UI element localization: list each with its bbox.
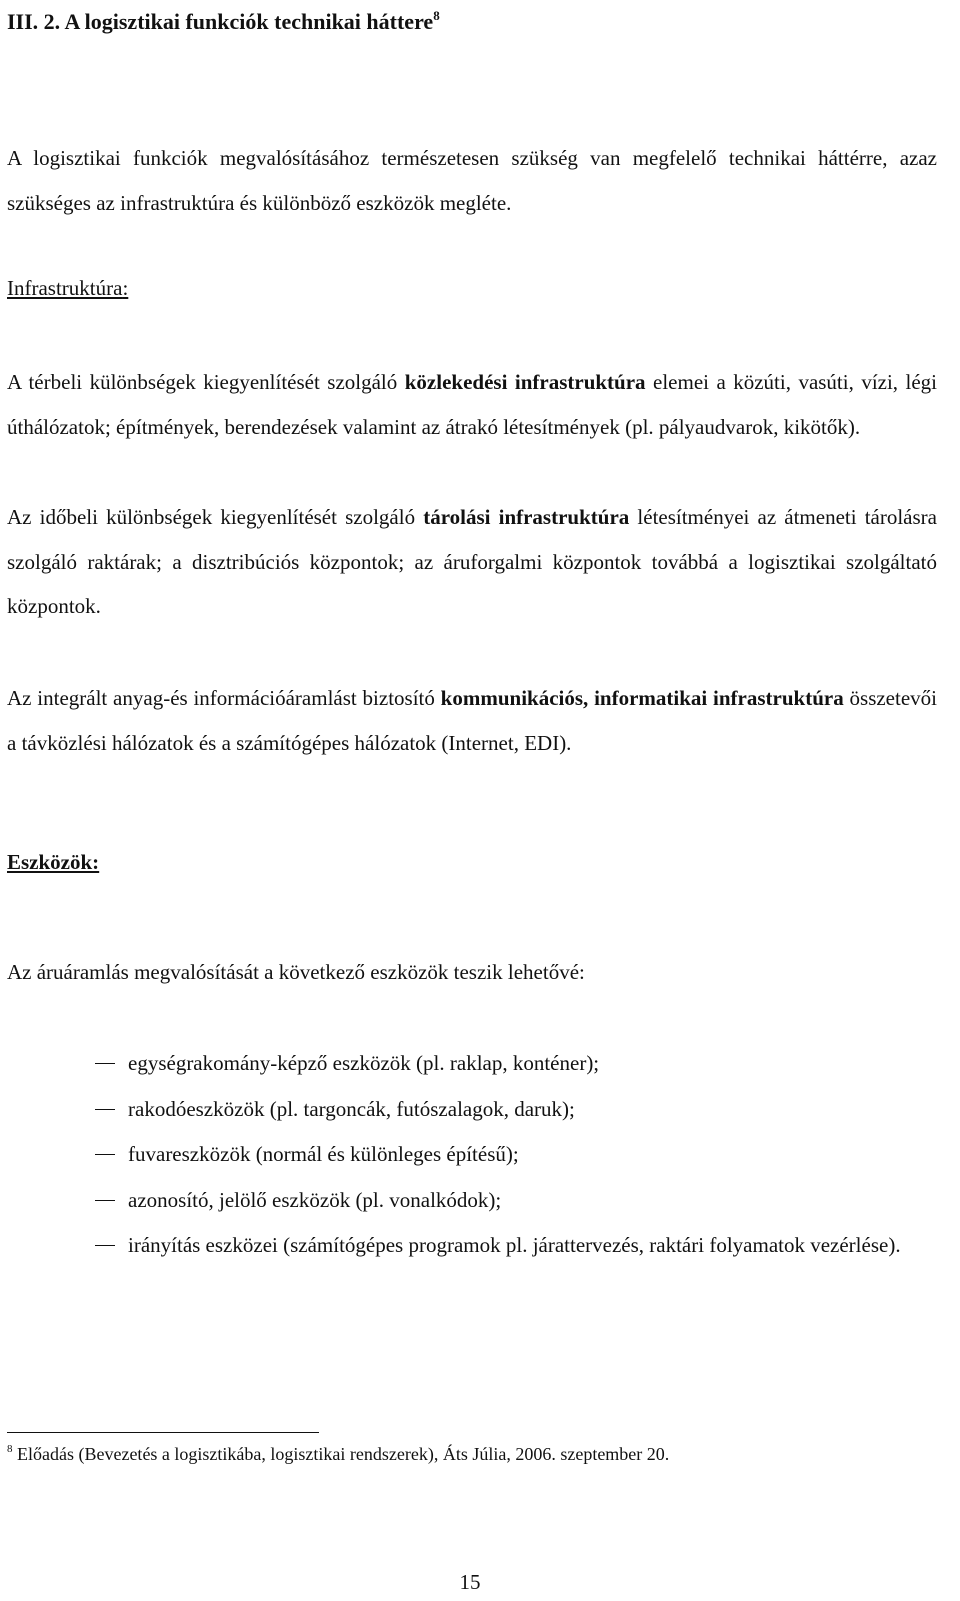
paragraph-text: Az időbeli különbségek kiegyenlítését szolgáló: [7, 505, 424, 529]
transport-infrastructure-paragraph: [7, 360, 937, 449]
section-heading: [7, 8, 440, 35]
bold-term: tárolási infrastruktúra: [423, 505, 630, 529]
list-item: [95, 1132, 937, 1178]
section-heading-text: III. 2. A logisztikai funkciók technikai háttere: [7, 9, 434, 34]
intro-paragraph: A logisztikai funkciók megvalósításához természetesen szükség van megfelelő technikai háttérre, azaz szükséges az infrastruktúra és különböző eszközök megléte.: [7, 146, 937, 215]
list-item-text: rakodóeszközök (pl. targoncák, futószalagok, daruk);: [128, 1096, 575, 1121]
dash-bullet-icon: [95, 1063, 115, 1064]
dash-bullet-icon: [95, 1109, 115, 1110]
paragraph-text: létesítményei az átmeneti tárolásra szolgáló raktárak; a disztribúciós központok; az áruforgalmi központok továbbá a logisztikai szolgáltató központok.: [7, 505, 937, 618]
paragraph-text: elemei a közúti, vasúti, vízi, légi úthálózatok; építmények, berendezések valamint az átrakó létesítmények (pl. pályaudvarok, kikötők).: [7, 370, 938, 439]
dash-bullet-icon: [95, 1154, 115, 1155]
footnote-divider: [7, 1432, 319, 1433]
storage-infrastructure-paragraph: [7, 495, 937, 629]
paragraph-text: A térbeli különbségek kiegyenlítését szolgáló: [7, 370, 405, 394]
bold-term: közlekedési infrastruktúra: [404, 370, 646, 394]
list-item: [95, 1041, 937, 1087]
paragraph-text: Az integrált anyag-és információáramlást biztosító: [7, 686, 441, 710]
list-item-text: irányítás eszközei (számítógépes programok pl. járattervezés, raktári folyamatok vezérlése).: [128, 1233, 901, 1257]
footnote-text: Előadás (Bevezetés a logisztikába, logisztikai rendszerek), Áts Júlia, 2006. szeptember 20.: [17, 1444, 670, 1464]
infrastructure-subheading-text: Infrastruktúra: [7, 276, 123, 300]
list-item: [95, 1087, 937, 1133]
infrastructure-subheading: [7, 276, 128, 301]
tools-list: [95, 1041, 937, 1269]
bold-term: kommunikációs, informatikai infrastruktúra: [440, 686, 844, 710]
list-item: [95, 1223, 937, 1269]
infrastructure-subheading-colon: :: [122, 276, 129, 300]
footnote: [7, 1443, 669, 1465]
list-item-text: fuvareszközök (normál és különleges építésű);: [128, 1142, 519, 1166]
page-number: 15: [459, 1570, 481, 1594]
dash-bullet-icon: [95, 1245, 115, 1246]
paragraph-text: összetevői a távközlési hálózatok és a számítógépes hálózatok (Internet, EDI).: [7, 686, 937, 755]
list-item-text: egységrakomány-képző eszközök (pl. raklap, konténer);: [128, 1051, 600, 1075]
tools-subheading: Eszközök:: [7, 850, 100, 874]
footnote-reference: 8: [433, 8, 440, 23]
footnote-number: 8: [7, 1443, 13, 1455]
tools-intro-paragraph: Az áruáramlás megvalósítását a következő eszközök teszik lehetővé:: [7, 960, 585, 984]
list-item: [95, 1178, 937, 1224]
list-item-text: azonosító, jelölő eszközök (pl. vonalkódok);: [128, 1187, 502, 1212]
dash-bullet-icon: [95, 1200, 115, 1201]
it-infrastructure-paragraph: [7, 676, 937, 765]
